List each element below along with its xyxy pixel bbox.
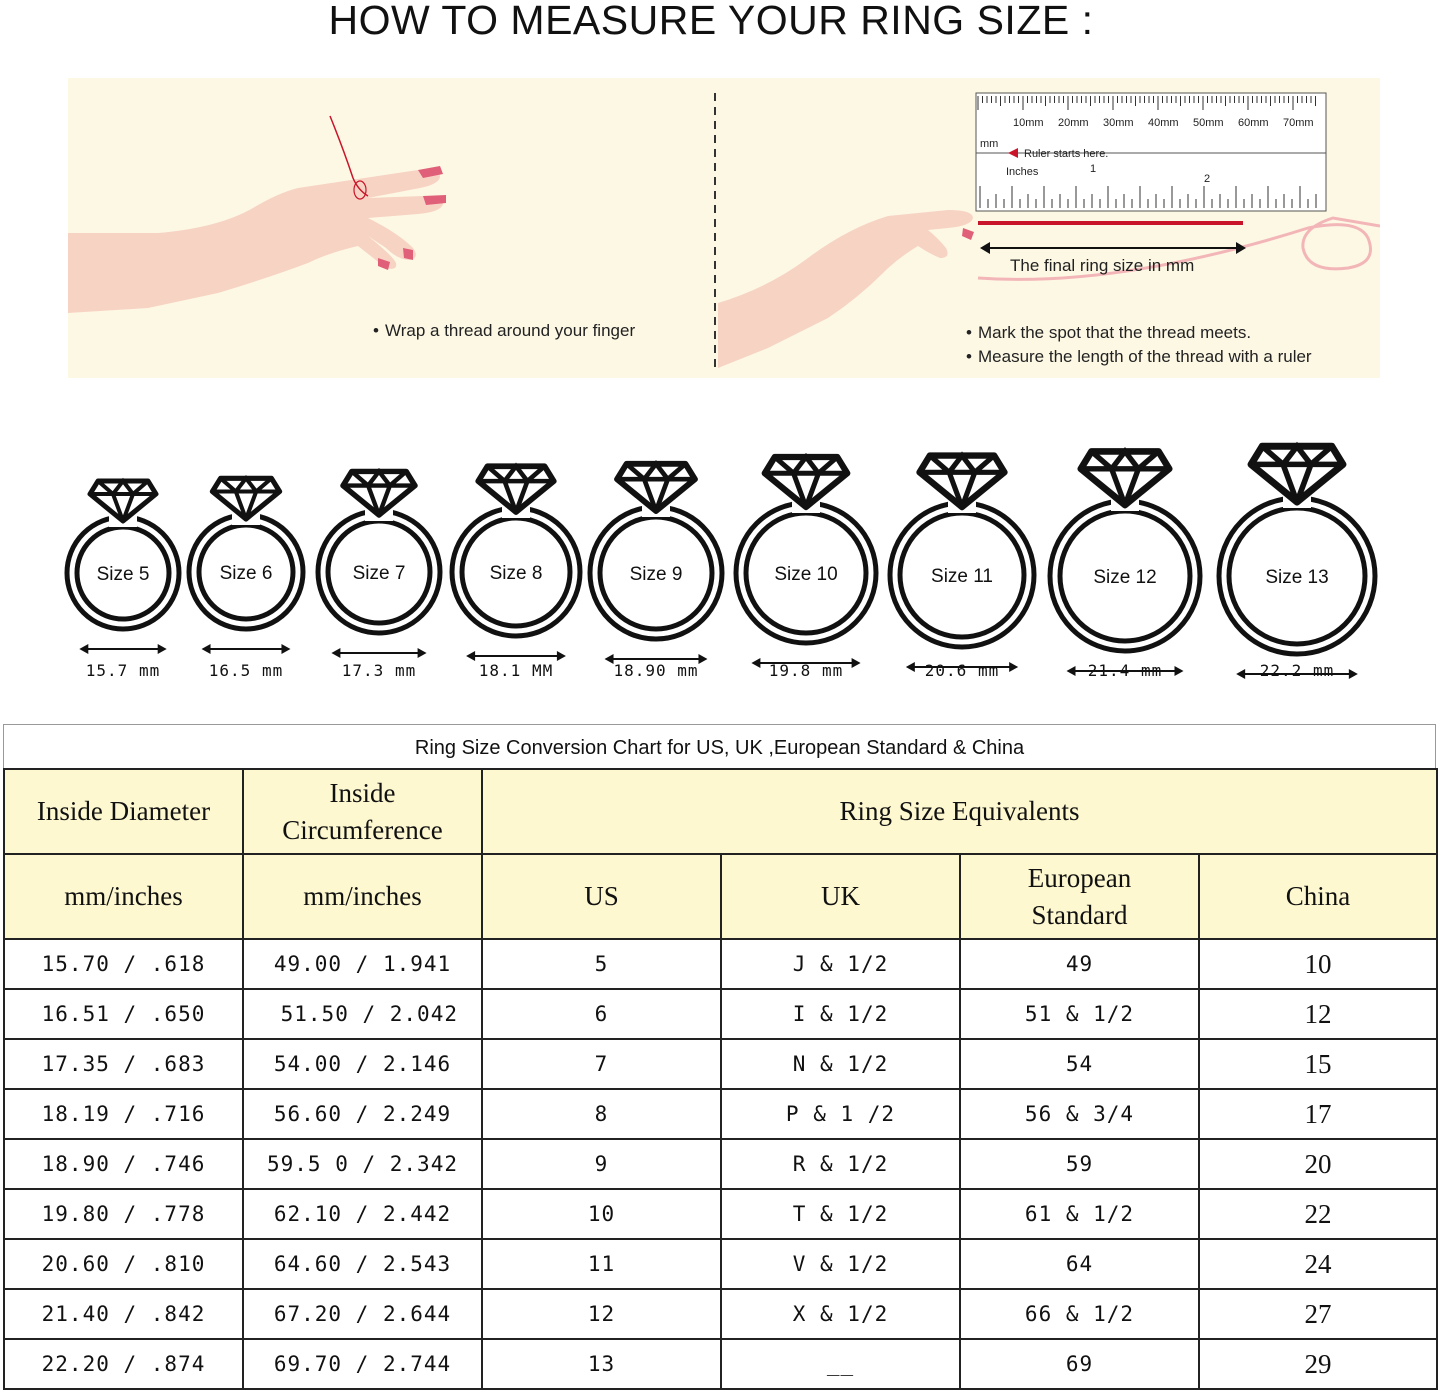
arrow-right-icon (1175, 666, 1184, 676)
cell-european: 56 & 3/4 (960, 1089, 1199, 1139)
ring-size-label: Size 8 (489, 563, 543, 584)
ring-measure-label: 15.7 mm (85, 661, 161, 680)
cell-us: 8 (482, 1089, 721, 1139)
arrow-right-icon (418, 648, 427, 658)
diamond-icon (90, 481, 156, 521)
header-inside-circumference: Inside Circumference (243, 769, 482, 854)
header-ring-size-equivalents: Ring Size Equivalents (482, 769, 1437, 854)
cell-china: 20 (1199, 1139, 1437, 1189)
ring-size-5 (67, 481, 179, 680)
header-european-standard: European Standard (960, 854, 1199, 939)
ring-size-13 (1219, 446, 1375, 680)
cell-diameter: 15.70 / .618 (4, 939, 243, 989)
step-wrap-thread: • Wrap a thread around your finger (373, 321, 636, 340)
ring-size-label: Size 6 (219, 563, 273, 584)
diamond-icon (920, 456, 1005, 507)
final-ring-size-note: The final ring size in mm (1010, 256, 1195, 275)
ring-size-label: Size 7 (352, 563, 406, 584)
ruler-mm-mark: 10mm (1013, 117, 1044, 129)
header-china: China (1199, 854, 1437, 939)
arrow-right-icon (698, 654, 707, 664)
arrow-left-icon (331, 648, 340, 658)
ring-size-10 (736, 457, 876, 680)
ring-size-illustrations (0, 425, 1445, 695)
table-row (4, 1289, 1437, 1339)
ring-size-label: Size 10 (774, 564, 838, 585)
cell-us: 11 (482, 1239, 721, 1289)
ruler-start-note: Ruler starts here. (1024, 148, 1109, 160)
diamond-icon (1081, 451, 1169, 505)
cell-uk: __ (721, 1339, 960, 1389)
arrow-left-icon (605, 654, 614, 664)
cell-diameter: 21.40 / .842 (4, 1289, 243, 1339)
arrow-right-icon (1009, 662, 1018, 672)
cell-diameter: 20.60 / .810 (4, 1239, 243, 1289)
table-row (4, 939, 1437, 989)
cell-circumference: 67.20 / 2.644 (243, 1289, 482, 1339)
ring-measure-label: 19.8 mm (768, 661, 844, 680)
diamond-icon (343, 471, 415, 515)
ring-measure-label: 21.4 mm (1087, 661, 1163, 680)
measure-arrow (980, 242, 1246, 275)
ring-size-12 (1050, 451, 1200, 680)
cell-european: 59 (960, 1139, 1199, 1189)
cell-uk: I & 1/2 (721, 989, 960, 1039)
arrow-left-icon (79, 644, 88, 654)
ring-size-6 (189, 478, 303, 680)
ring-measure-label: 18.90 mm (613, 661, 699, 680)
table-row (4, 1089, 1437, 1139)
ring-size-conversion-chart (3, 724, 1436, 1392)
arrow-right-icon (158, 644, 167, 654)
ruler-mm-mark: 20mm (1058, 117, 1089, 129)
arrow-left-icon (751, 658, 760, 668)
table-row (4, 1239, 1437, 1289)
right-hand-illustration (718, 210, 1380, 368)
ring-measure-label: 22.2 mm (1259, 661, 1335, 680)
cell-china: 15 (1199, 1039, 1437, 1089)
page-title: HOW TO MEASURE YOUR RING SIZE : (328, 0, 1094, 43)
diamond-icon (212, 478, 279, 519)
table-row (4, 1189, 1437, 1239)
cell-diameter: 22.20 / .874 (4, 1339, 243, 1389)
ruler-inch-mark-1: 1 (1090, 163, 1097, 175)
ring-measure-label: 17.3 mm (341, 661, 417, 680)
header-uk: UK (721, 854, 960, 939)
cell-circumference: 62.10 / 2.442 (243, 1189, 482, 1239)
cell-european: 69 (960, 1339, 1199, 1389)
cell-china: 17 (1199, 1089, 1437, 1139)
cell-china: 24 (1199, 1239, 1437, 1289)
cell-uk: R & 1/2 (721, 1139, 960, 1189)
ruler (976, 93, 1326, 211)
ring-size-7 (318, 471, 440, 680)
cell-european: 66 & 1/2 (960, 1289, 1199, 1339)
ring-measure-label: 18.1 MM (478, 661, 554, 680)
cell-china: 27 (1199, 1289, 1437, 1339)
ruler-mm-mark: 60mm (1238, 117, 1269, 129)
cell-china: 29 (1199, 1339, 1437, 1389)
step-mark-spot: • Mark the spot that the thread meets. (966, 323, 1252, 342)
diamond-icon (1251, 446, 1343, 502)
cell-us: 9 (482, 1139, 721, 1189)
arrow-left-icon (906, 662, 915, 672)
cell-circumference: 59.5 0 / 2.342 (243, 1139, 482, 1189)
measuring-instructions (68, 78, 1380, 378)
ruler-inches-unit: Inches (1006, 166, 1039, 178)
cell-european: 51 & 1/2 (960, 989, 1199, 1039)
ring-size-diagram (0, 425, 1445, 695)
cell-diameter: 16.51 / .650 (4, 989, 243, 1039)
cell-uk: T & 1/2 (721, 1189, 960, 1239)
cell-european: 54 (960, 1039, 1199, 1089)
cell-china: 10 (1199, 939, 1437, 989)
arrow-right-icon (281, 644, 290, 654)
cell-european: 64 (960, 1239, 1199, 1289)
cell-european: 61 & 1/2 (960, 1189, 1199, 1239)
ring-size-11 (890, 456, 1034, 680)
ruler-mm-mark: 50mm (1193, 117, 1224, 129)
arrow-right-icon (852, 658, 861, 668)
ring-size-label: Size 5 (96, 564, 150, 585)
cell-uk: J & 1/2 (721, 939, 960, 989)
cell-china: 12 (1199, 989, 1437, 1039)
ring-measure-label: 16.5 mm (208, 661, 284, 680)
ring-size-9 (590, 464, 722, 680)
diamond-icon (617, 464, 695, 511)
cell-circumference: 69.70 / 2.744 (243, 1339, 482, 1389)
cell-uk: V & 1/2 (721, 1239, 960, 1289)
arrow-left-icon (1067, 666, 1076, 676)
cell-european: 49 (960, 939, 1199, 989)
cell-diameter: 17.35 / .683 (4, 1039, 243, 1089)
header-us: US (482, 854, 721, 939)
cell-diameter: 18.90 / .746 (4, 1139, 243, 1189)
header-unit-circumference: mm/inches (243, 854, 482, 939)
cell-circumference: 49.00 / 1.941 (243, 939, 482, 989)
arrow-left-icon (1236, 669, 1245, 679)
ruler-mm-mark: 40mm (1148, 117, 1179, 129)
arrow-left-icon (202, 644, 211, 654)
table-row (4, 1039, 1437, 1089)
conversion-table (3, 768, 1438, 1390)
cell-uk: X & 1/2 (721, 1289, 960, 1339)
ring-size-8 (452, 466, 580, 680)
cell-circumference: 56.60 / 2.249 (243, 1089, 482, 1139)
cell-us: 12 (482, 1289, 721, 1339)
header-inside-diameter: Inside Diameter (4, 769, 243, 854)
ring-measure-label: 20.6 mm (924, 661, 1000, 680)
cell-china: 22 (1199, 1189, 1437, 1239)
ring-size-label: Size 12 (1093, 567, 1157, 588)
chart-title: Ring Size Conversion Chart for US, UK ,European Standard & China (3, 724, 1436, 769)
step-measure-length: • Measure the length of the thread with a ruler (966, 347, 1312, 366)
cell-us: 13 (482, 1339, 721, 1389)
cell-us: 6 (482, 989, 721, 1039)
table-row (4, 1339, 1437, 1389)
cell-circumference: 51.50 / 2.042 (243, 989, 482, 1039)
cell-uk: P & 1 /2 (721, 1089, 960, 1139)
cell-diameter: 18.19 / .716 (4, 1089, 243, 1139)
diamond-icon (765, 457, 848, 507)
ring-size-label: Size 9 (629, 564, 683, 585)
ring-size-label: Size 11 (931, 566, 993, 587)
ruler-mm-mark: 70mm (1283, 117, 1314, 129)
cell-diameter: 19.80 / .778 (4, 1189, 243, 1239)
arrow-right-icon (557, 651, 566, 661)
table-row (4, 989, 1437, 1039)
cell-us: 5 (482, 939, 721, 989)
cell-uk: N & 1/2 (721, 1039, 960, 1089)
arrow-right-icon (1349, 669, 1358, 679)
diamond-icon (478, 466, 553, 512)
cell-us: 7 (482, 1039, 721, 1089)
left-hand-illustration (68, 116, 446, 313)
ruler-mm-unit: mm (980, 138, 999, 150)
cell-circumference: 64.60 / 2.543 (243, 1239, 482, 1289)
ring-size-label: Size 13 (1265, 567, 1329, 588)
ruler-mm-mark: 30mm (1103, 117, 1134, 129)
table-row (4, 1139, 1437, 1189)
header-unit-diameter: mm/inches (4, 854, 243, 939)
arrow-left-icon (466, 651, 475, 661)
cell-circumference: 54.00 / 2.146 (243, 1039, 482, 1089)
ruler-inch-mark-2: 2 (1204, 173, 1211, 185)
cell-us: 10 (482, 1189, 721, 1239)
